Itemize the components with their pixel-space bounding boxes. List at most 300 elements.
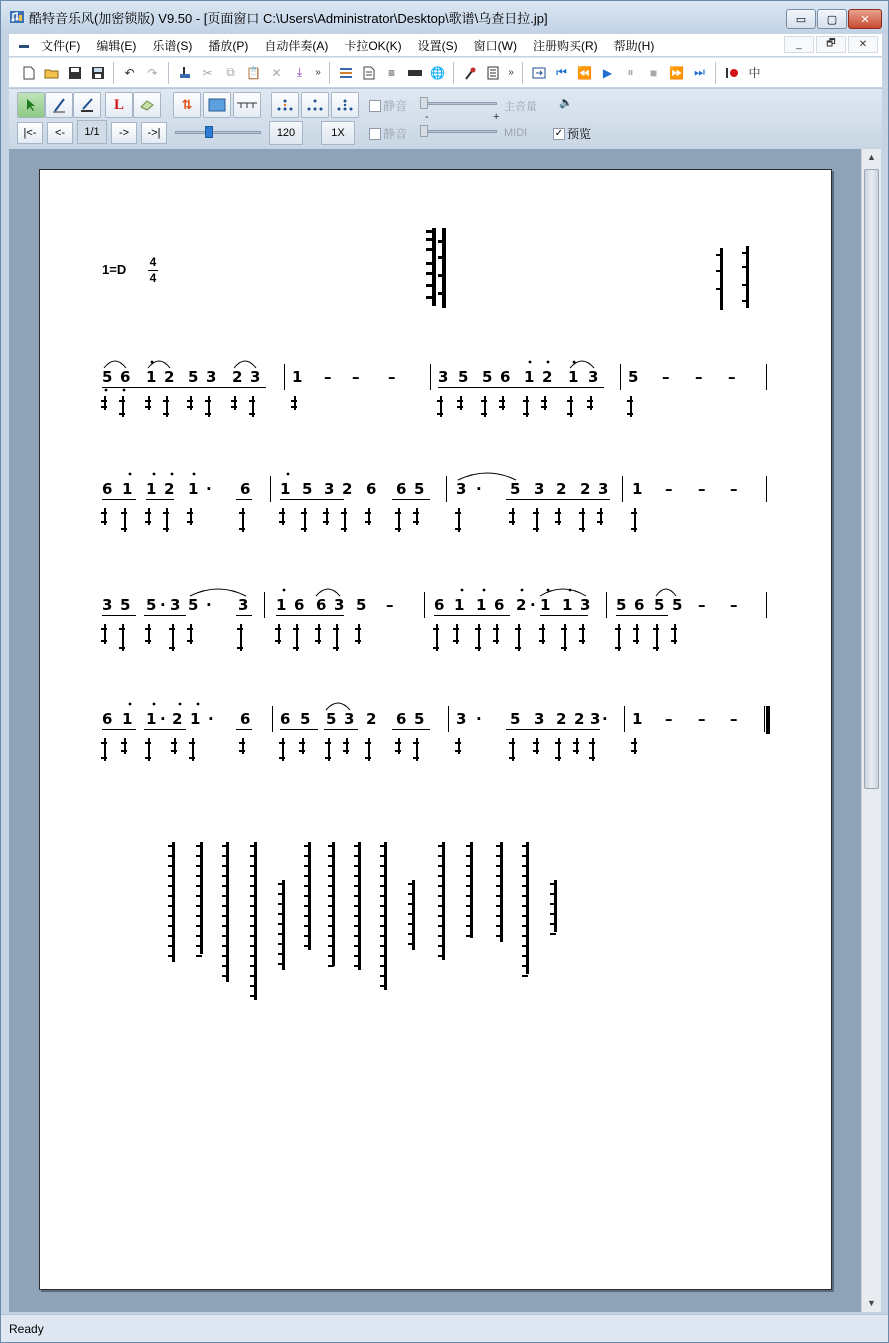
midi-slider-thumb[interactable] bbox=[420, 125, 428, 137]
time-signature-top: 4 bbox=[149, 255, 157, 269]
verse-mongolian-column bbox=[278, 923, 284, 925]
lyric-mongolian-mark bbox=[187, 628, 193, 630]
lyric-mongolian-mark bbox=[541, 400, 547, 402]
verse-mongolian-column bbox=[466, 915, 472, 917]
lyric-mongolian-mark bbox=[589, 757, 595, 759]
lyric-mongolian-mark bbox=[633, 628, 639, 630]
verse-mongolian-column bbox=[380, 845, 386, 847]
menu-help[interactable]: 帮助(H) bbox=[613, 38, 655, 53]
lyric-mongolian-mark bbox=[299, 750, 305, 752]
lyric-mongolian-mark bbox=[579, 528, 585, 530]
lyric-mongolian-mark bbox=[171, 742, 177, 744]
verse-mongolian-column bbox=[328, 925, 334, 927]
verse-mongolian-column bbox=[380, 855, 386, 857]
verse-mongolian-column bbox=[496, 925, 502, 927]
lyric-mongolian-mark bbox=[231, 406, 237, 408]
note-digit: 2 bbox=[574, 710, 585, 728]
note-digit: – bbox=[665, 710, 673, 728]
lyric-mongolian-mark bbox=[187, 406, 193, 408]
verse-mongolian-column bbox=[408, 903, 414, 905]
scroll-thumb[interactable] bbox=[864, 169, 879, 789]
layout-icon[interactable] bbox=[334, 62, 357, 84]
speaker-icon[interactable]: 🔈 bbox=[559, 97, 573, 109]
note-digit: 6 bbox=[240, 480, 251, 498]
note-digit: · bbox=[476, 710, 482, 728]
octave-dot bbox=[573, 361, 576, 364]
lyric-mongolian-mark bbox=[555, 512, 561, 514]
verse-mongolian-column bbox=[380, 925, 386, 927]
note-digit: 1 bbox=[122, 710, 133, 728]
menu-play[interactable]: 播放(P) bbox=[208, 38, 249, 53]
volume-slider-track[interactable] bbox=[423, 102, 497, 105]
line-tool-icon[interactable]: L bbox=[105, 92, 133, 118]
verse-mongolian-column bbox=[278, 943, 284, 945]
beam-underline bbox=[102, 729, 136, 730]
mute-checkbox-1[interactable] bbox=[369, 97, 407, 114]
note-digit: – bbox=[698, 710, 706, 728]
play-icon[interactable]: ▶ bbox=[602, 65, 613, 80]
verse-mongolian-column bbox=[168, 865, 174, 867]
menu-window[interactable]: 窗口(W) bbox=[473, 38, 517, 53]
note-digit: 5 bbox=[654, 596, 665, 614]
dot-above-icon[interactable] bbox=[271, 92, 299, 118]
verse-mongolian-column bbox=[196, 855, 202, 857]
toolbar-more-icon[interactable]: » bbox=[508, 67, 514, 78]
note-digit: 1 bbox=[146, 368, 157, 386]
lyric-mongolian-mark bbox=[453, 640, 459, 642]
bar-line bbox=[448, 706, 449, 732]
octave-dot bbox=[129, 703, 132, 706]
verse-mongolian-column bbox=[466, 925, 472, 927]
bar-line bbox=[264, 592, 265, 618]
note-digit: 3 bbox=[456, 710, 467, 728]
lyric-mongolian-mark bbox=[457, 406, 463, 408]
preview-label: 预览 bbox=[567, 127, 592, 141]
note-digit: 6 bbox=[294, 596, 305, 614]
bar-line bbox=[622, 476, 623, 502]
insert-icon[interactable] bbox=[173, 62, 196, 84]
lyric-mongolian-mark bbox=[187, 512, 193, 514]
eraser-icon[interactable] bbox=[133, 92, 161, 118]
beam-underline bbox=[616, 615, 668, 616]
note-digit: – bbox=[730, 596, 738, 614]
lyric-mongolian-mark bbox=[587, 400, 593, 402]
midi-label: MIDI bbox=[504, 127, 528, 139]
lyric-mongolian-mark bbox=[333, 647, 339, 649]
verse-mongolian-column bbox=[354, 895, 360, 897]
final-bar bbox=[766, 706, 770, 734]
midi-slider-track[interactable] bbox=[423, 130, 497, 133]
verse-mongolian-column bbox=[522, 935, 528, 937]
note-digit: 5 bbox=[188, 596, 199, 614]
tempo-value[interactable]: 120 bbox=[269, 121, 303, 145]
note-digit: – bbox=[695, 368, 703, 386]
open-icon[interactable] bbox=[40, 62, 63, 84]
lyric-mongolian-mark bbox=[573, 750, 579, 752]
last-page-button[interactable]: ->| bbox=[141, 122, 167, 144]
dot-middle-icon[interactable] bbox=[301, 92, 329, 118]
verse-mongolian-column bbox=[196, 905, 202, 907]
octave-dot bbox=[129, 473, 132, 476]
note-digit: – bbox=[728, 368, 736, 386]
page-indicator[interactable]: 1/1 bbox=[77, 120, 107, 144]
slur-mark bbox=[316, 589, 340, 596]
slur-mark bbox=[104, 361, 126, 368]
verse-mongolian-column bbox=[380, 865, 386, 867]
verse-mongolian-column bbox=[466, 865, 472, 867]
slur-mark bbox=[458, 473, 516, 480]
note-digit: 5 bbox=[510, 710, 521, 728]
paste-icon[interactable]: 📋 bbox=[246, 65, 261, 80]
lyric-mongolian-mark bbox=[395, 528, 401, 530]
verse-mongolian-column bbox=[522, 895, 528, 897]
note-digit: 3 bbox=[250, 368, 261, 386]
new-icon[interactable] bbox=[17, 62, 40, 84]
note-digit: 6 bbox=[102, 710, 113, 728]
lyric-mongolian-mark bbox=[631, 742, 637, 744]
note-digit: 3 bbox=[206, 368, 217, 386]
lyric-mongolian-mark bbox=[121, 750, 127, 752]
bar-line bbox=[446, 476, 447, 502]
bar-line bbox=[430, 364, 431, 390]
verse-mongolian-column bbox=[222, 945, 228, 947]
verse-mongolian-column bbox=[278, 953, 284, 955]
page-workspace[interactable] bbox=[9, 149, 861, 1312]
pen-tool-icon[interactable] bbox=[45, 92, 73, 118]
verse-mongolian-column bbox=[250, 965, 256, 967]
octave-dot bbox=[283, 589, 286, 592]
volume-slider-thumb[interactable] bbox=[420, 97, 428, 109]
lyric-mongolian-mark bbox=[315, 640, 321, 642]
verse-mongolian-column bbox=[496, 885, 502, 887]
verse-mongolian-column bbox=[380, 975, 386, 977]
beam-underline bbox=[506, 729, 600, 730]
score-page[interactable] bbox=[39, 169, 832, 1290]
tempo-slider-track[interactable] bbox=[175, 131, 261, 134]
beam-underline bbox=[392, 729, 430, 730]
verse-mongolian-column bbox=[168, 885, 174, 887]
lyric-mongolian-mark bbox=[455, 528, 461, 530]
measure-line-icon[interactable] bbox=[233, 92, 261, 118]
scroll-down-icon[interactable]: ▼ bbox=[867, 1298, 876, 1308]
menu-register[interactable]: 注册购买(R) bbox=[533, 38, 598, 53]
verse-mongolian-column bbox=[304, 945, 310, 947]
verse-mongolian-column bbox=[222, 905, 228, 907]
lyric-mongolian-mark bbox=[145, 757, 151, 759]
verse-mongolian-column bbox=[168, 845, 174, 847]
lyric-mongolian-mark bbox=[365, 521, 371, 523]
rewind-icon[interactable]: ⏪ bbox=[577, 65, 592, 80]
verse-mongolian-column bbox=[354, 935, 360, 937]
verse-mongolian-column bbox=[522, 845, 528, 847]
note-digit: 1 bbox=[540, 596, 551, 614]
note-digit: 3 bbox=[598, 480, 609, 498]
globe-icon[interactable]: 🌐 bbox=[430, 65, 445, 80]
lyric-mongolian-mark bbox=[631, 750, 637, 752]
forward-icon[interactable]: ⏩ bbox=[669, 65, 684, 80]
edit-toolbar bbox=[9, 88, 882, 148]
score-notation bbox=[40, 170, 833, 1291]
close-button[interactable]: ✕ bbox=[848, 9, 882, 29]
verse-mongolian-column bbox=[168, 955, 174, 957]
lyric-mongolian-mark bbox=[573, 742, 579, 744]
mdi-minimize-button[interactable]: _ bbox=[784, 36, 814, 53]
verse-mongolian-column bbox=[466, 855, 472, 857]
verse-mongolian-column bbox=[168, 895, 174, 897]
beam-underline bbox=[506, 499, 610, 500]
maximize-button[interactable]: ▢ bbox=[817, 9, 847, 29]
dot-below-icon[interactable] bbox=[331, 92, 359, 118]
system-menu-icon[interactable]: ▬ bbox=[19, 39, 29, 51]
note-digit: 5 bbox=[458, 368, 469, 386]
book-icon[interactable] bbox=[481, 62, 504, 84]
menu-settings[interactable]: 设置(S) bbox=[417, 38, 458, 53]
lyric-mongolian-mark bbox=[671, 640, 677, 642]
verse-mongolian-column bbox=[222, 875, 228, 877]
delete-icon[interactable]: ✕ bbox=[271, 65, 282, 80]
lyric-mongolian-mark bbox=[101, 640, 107, 642]
lyric-mongolian-mark bbox=[145, 400, 151, 402]
step-icon[interactable] bbox=[527, 62, 550, 84]
lyric-mongolian-mark bbox=[145, 628, 151, 630]
verse-mongolian-column bbox=[354, 965, 360, 967]
note-digit: 5 bbox=[628, 368, 639, 386]
author-mongolian-script bbox=[716, 246, 749, 310]
menu-accompaniment[interactable]: 自动伴奏(A) bbox=[264, 38, 329, 53]
select-tool-icon[interactable] bbox=[17, 92, 45, 118]
lyric-mongolian-mark bbox=[433, 647, 439, 649]
verse-mongolian-column bbox=[438, 955, 444, 957]
lyric-mongolian-mark bbox=[299, 742, 305, 744]
verse-mongolian-column bbox=[408, 883, 414, 885]
note-digit: – bbox=[698, 480, 706, 498]
image-icon[interactable] bbox=[203, 92, 231, 118]
verse-mongolian-column bbox=[354, 945, 360, 947]
verse-mongolian-column bbox=[466, 905, 472, 907]
lyric-mongolian-mark bbox=[355, 640, 361, 642]
verse-mongolian-column bbox=[438, 905, 444, 907]
lyric-mongolian-mark bbox=[523, 413, 529, 415]
note-digit: – bbox=[388, 368, 396, 386]
verse-mongolian-column bbox=[168, 935, 174, 937]
center-icon[interactable]: 中 bbox=[748, 66, 761, 80]
verse-mongolian-column bbox=[550, 913, 556, 915]
document-icon[interactable] bbox=[357, 62, 380, 84]
lyric-mongolian-mark bbox=[587, 406, 593, 408]
verse-mongolian-column bbox=[550, 923, 556, 925]
note-digit: 1 bbox=[632, 710, 643, 728]
scroll-up-icon[interactable]: ▲ bbox=[867, 152, 876, 162]
slur-mark bbox=[234, 361, 256, 368]
octave-dot bbox=[287, 473, 290, 476]
verse-mongolian-column bbox=[438, 885, 444, 887]
redo-icon[interactable]: ↷ bbox=[147, 65, 158, 80]
note-digit: 5 bbox=[302, 480, 313, 498]
cut-icon[interactable]: ✂ bbox=[202, 65, 213, 80]
lyric-mongolian-mark bbox=[101, 757, 107, 759]
lyric-mongolian-mark bbox=[189, 757, 195, 759]
mdi-restore-button[interactable]: 🗗 bbox=[816, 36, 846, 53]
lyric-mongolian-mark bbox=[533, 512, 539, 514]
stop-icon[interactable]: ■ bbox=[649, 65, 658, 80]
bar-line bbox=[624, 706, 625, 732]
lyric-mongolian-mark bbox=[101, 521, 107, 523]
octave-dot bbox=[197, 703, 200, 706]
lyric-mongolian-mark bbox=[509, 757, 515, 759]
note-digit: 2 bbox=[556, 480, 567, 498]
note-digit: 1 bbox=[292, 368, 303, 386]
lyric-mongolian-mark bbox=[163, 400, 169, 402]
title-bar[interactable] bbox=[1, 1, 888, 33]
menu-karaoke[interactable]: 卡拉OK(K) bbox=[344, 38, 402, 53]
verse-mongolian-column bbox=[496, 915, 502, 917]
verse-mongolian-column bbox=[168, 875, 174, 877]
note-digit: 1 bbox=[568, 368, 579, 386]
list-icon[interactable]: ≡ bbox=[387, 65, 395, 80]
lyric-mongolian-mark bbox=[239, 512, 245, 514]
lyric-mongolian-mark bbox=[561, 628, 567, 630]
verse-mongolian-column bbox=[496, 935, 502, 937]
next-page-button[interactable]: -> bbox=[111, 122, 137, 144]
verse-mongolian-column bbox=[522, 885, 528, 887]
verse-mongolian-column bbox=[522, 975, 528, 977]
menu-score[interactable]: 乐谱(S) bbox=[152, 38, 193, 53]
verse-mongolian-column bbox=[196, 885, 202, 887]
lyric-mongolian-mark bbox=[343, 742, 349, 744]
first-page-button[interactable]: |<- bbox=[17, 122, 43, 144]
lyric-mongolian-mark bbox=[291, 400, 297, 402]
lyric-mongolian-mark bbox=[291, 406, 297, 408]
verse-mongolian-column bbox=[222, 925, 228, 927]
verse-mongolian-column bbox=[222, 965, 228, 967]
beam-underline bbox=[236, 729, 252, 730]
verse-mongolian-column bbox=[408, 913, 414, 915]
lyric-mongolian-mark bbox=[413, 521, 419, 523]
lyric-mongolian-mark bbox=[579, 640, 585, 642]
mdi-close-button[interactable]: ✕ bbox=[848, 36, 878, 53]
verse-mongolian-column bbox=[168, 855, 174, 857]
verse-mongolian-column bbox=[354, 865, 360, 867]
undo-icon[interactable]: ↶ bbox=[124, 65, 135, 80]
lyric-mongolian-mark bbox=[437, 413, 443, 415]
last-icon[interactable]: ⏭ bbox=[694, 65, 705, 79]
lyric-mongolian-mark bbox=[475, 628, 481, 630]
verse-mongolian-column bbox=[438, 845, 444, 847]
ruler-icon[interactable] bbox=[403, 62, 426, 84]
verse-mongolian-column bbox=[250, 915, 256, 917]
record-icon[interactable] bbox=[720, 62, 743, 84]
lyric-mongolian-mark bbox=[579, 512, 585, 514]
lyric-mongolian-mark bbox=[653, 628, 659, 630]
lyric-mongolian-mark bbox=[533, 528, 539, 530]
import-icon[interactable]: ⤓ bbox=[296, 65, 303, 79]
verse-mongolian-column bbox=[222, 955, 228, 957]
verse-mongolian-column bbox=[354, 925, 360, 927]
verse-mongolian-column bbox=[408, 923, 414, 925]
verse-mongolian-column bbox=[250, 855, 256, 857]
verse-mongolian-column bbox=[196, 865, 202, 867]
verse-mongolian-column bbox=[466, 895, 472, 897]
pause-icon[interactable]: ⏸ bbox=[627, 65, 634, 79]
note-digit: 2 bbox=[366, 710, 377, 728]
verse-mongolian-column bbox=[522, 875, 528, 877]
save-icon[interactable] bbox=[63, 62, 86, 84]
verse-mongolian-column bbox=[226, 842, 229, 982]
verse-mongolian-column bbox=[304, 925, 310, 927]
note-digit: 3 bbox=[580, 596, 591, 614]
mute-checkbox-2[interactable] bbox=[369, 125, 407, 142]
lyric-mongolian-mark bbox=[343, 750, 349, 752]
verse-mongolian-column bbox=[438, 945, 444, 947]
verse-mongolian-column bbox=[222, 895, 228, 897]
menu-bar bbox=[9, 34, 882, 56]
verse-mongolian-column bbox=[168, 945, 174, 947]
lyric-mongolian-mark bbox=[121, 528, 127, 530]
lyric-mongolian-mark bbox=[279, 521, 285, 523]
tempo-slider-thumb[interactable] bbox=[205, 126, 213, 138]
menu-file[interactable]: 文件(F) bbox=[41, 38, 81, 53]
lyric-pen-icon[interactable] bbox=[73, 92, 101, 118]
key-signature: 1=D bbox=[102, 262, 127, 277]
beam-underline bbox=[434, 615, 510, 616]
minimize-button[interactable]: ▭ bbox=[786, 9, 816, 29]
verse-mongolian-column bbox=[438, 875, 444, 877]
lyric-mongolian-mark bbox=[101, 742, 107, 744]
menu-edit[interactable]: 编辑(E) bbox=[96, 38, 137, 53]
octave-dot bbox=[569, 589, 572, 592]
verse-mongolian-column bbox=[354, 905, 360, 907]
lyric-mongolian-mark bbox=[205, 413, 211, 415]
transpose-icon[interactable]: ⇅ bbox=[173, 92, 201, 118]
note-digit: 3 bbox=[344, 710, 355, 728]
note-digit: 5 bbox=[672, 596, 683, 614]
copy-icon[interactable]: ⧉ bbox=[226, 65, 235, 79]
beam-underline bbox=[236, 615, 252, 616]
verse-mongolian-column bbox=[168, 905, 174, 907]
verse-mongolian-column bbox=[438, 925, 444, 927]
verse-mongolian-column bbox=[250, 895, 256, 897]
verse-mongolian-column bbox=[304, 915, 310, 917]
verse-mongolian-column bbox=[354, 915, 360, 917]
lyric-mongolian-mark bbox=[395, 750, 401, 752]
note-digit: 6 bbox=[500, 368, 511, 386]
beam-underline bbox=[236, 499, 252, 500]
lyric-mongolian-mark bbox=[239, 742, 245, 744]
prev-page-button[interactable]: <- bbox=[47, 122, 73, 144]
verse-mongolian-column bbox=[250, 945, 256, 947]
lyric-mongolian-mark bbox=[145, 640, 151, 642]
first-icon[interactable]: ⏮ bbox=[556, 65, 567, 79]
microphone-icon[interactable] bbox=[458, 62, 481, 84]
vertical-scrollbar[interactable] bbox=[861, 149, 881, 1312]
toolbar-more-icon[interactable]: » bbox=[315, 67, 321, 78]
lyric-mongolian-mark bbox=[205, 400, 211, 402]
speed-value[interactable]: 1X bbox=[321, 121, 355, 145]
verse-mongolian-column bbox=[304, 885, 310, 887]
note-digit: – bbox=[352, 368, 360, 386]
lyric-mongolian-mark bbox=[631, 512, 637, 514]
beam-underline bbox=[102, 615, 136, 616]
verse-mongolian-column bbox=[328, 875, 334, 877]
lyric-mongolian-mark bbox=[323, 521, 329, 523]
verse-mongolian-column bbox=[196, 925, 202, 927]
note-digit: 2 bbox=[542, 368, 553, 386]
preview-checkbox[interactable] bbox=[553, 125, 591, 142]
note-digit: · bbox=[208, 710, 214, 728]
note-digit: · bbox=[206, 480, 212, 498]
save-as-icon[interactable] bbox=[86, 62, 109, 84]
lyric-mongolian-mark bbox=[187, 400, 193, 402]
